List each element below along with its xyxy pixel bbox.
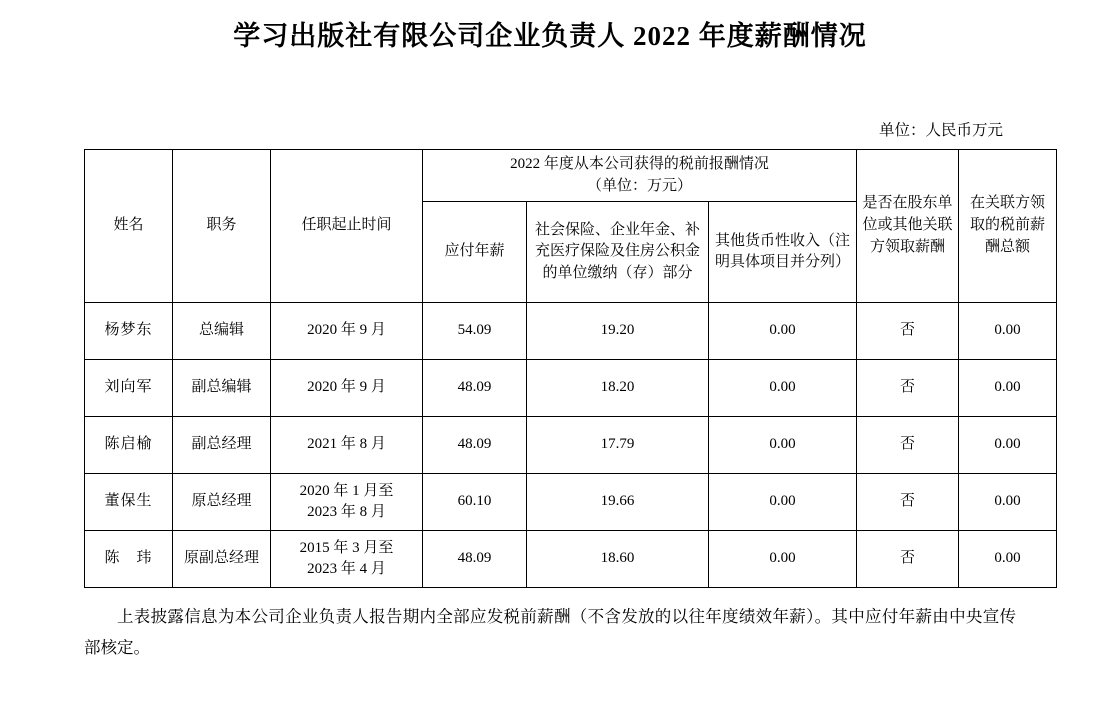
cell-term-line1: 2020 年 1 月至 xyxy=(299,482,394,499)
cell-insurance: 17.79 xyxy=(527,417,709,474)
cell-payable-salary: 48.09 xyxy=(423,417,527,474)
cell-position: 副总编辑 xyxy=(173,360,271,417)
cell-from-shareholder: 否 xyxy=(857,474,959,531)
unit-note: 单位：人民币万元 xyxy=(878,121,1003,139)
cell-related-total: 0.00 xyxy=(959,417,1057,474)
cell-related-total: 0.00 xyxy=(959,474,1057,531)
table-row xyxy=(85,360,1057,417)
cell-term xyxy=(271,531,423,588)
cell-position: 总编辑 xyxy=(173,303,271,360)
document-page xyxy=(0,18,1100,725)
cell-term xyxy=(271,474,423,531)
header-other-income: 其他货币性收入（注明具体项目并分列） xyxy=(709,202,857,303)
cell-position: 原总经理 xyxy=(173,474,271,531)
cell-payable-salary: 48.09 xyxy=(423,360,527,417)
table-row xyxy=(85,303,1057,360)
cell-name: 董保生 xyxy=(85,474,173,531)
table-row xyxy=(85,531,1057,588)
header-pretax-group-line1: 2022 年度从本公司获得的税前报酬情况 xyxy=(510,155,769,172)
cell-insurance: 18.20 xyxy=(527,360,709,417)
cell-other-income: 0.00 xyxy=(709,360,857,417)
cell-term: 2020 年 9 月 xyxy=(271,360,423,417)
header-insurance: 社会保险、企业年金、补充医疗保险及住房公积金的单位缴纳（存）部分 xyxy=(527,202,709,303)
cell-name: 刘向军 xyxy=(85,360,173,417)
table-header xyxy=(85,149,1057,303)
page-title: 学习出版社有限公司企业负责人 2022 年度薪酬情况 xyxy=(233,21,867,51)
header-name: 姓名 xyxy=(85,149,173,303)
cell-term: 2021 年 8 月 xyxy=(271,417,423,474)
header-row-1 xyxy=(85,149,1057,202)
header-term: 任职起止时间 xyxy=(271,149,423,303)
header-payable-salary: 应付年薪 xyxy=(423,202,527,303)
cell-other-income: 0.00 xyxy=(709,417,857,474)
table-body xyxy=(85,303,1057,588)
cell-related-total: 0.00 xyxy=(959,531,1057,588)
cell-payable-salary: 54.09 xyxy=(423,303,527,360)
salary-table xyxy=(84,149,1057,589)
table-row xyxy=(85,417,1057,474)
cell-payable-salary: 60.10 xyxy=(423,474,527,531)
table-row xyxy=(85,474,1057,531)
header-pretax-group-line2: （单位：万元） xyxy=(586,177,692,194)
cell-name: 杨梦东 xyxy=(85,303,173,360)
header-position: 职务 xyxy=(173,149,271,303)
cell-related-total: 0.00 xyxy=(959,360,1057,417)
cell-insurance: 19.20 xyxy=(527,303,709,360)
header-from-shareholder: 是否在股东单位或其他关联方领取薪酬 xyxy=(857,149,959,303)
cell-term: 2020 年 9 月 xyxy=(271,303,423,360)
salary-table-container xyxy=(84,149,1045,589)
cell-payable-salary: 48.09 xyxy=(423,531,527,588)
cell-other-income: 0.00 xyxy=(709,303,857,360)
cell-from-shareholder: 否 xyxy=(857,360,959,417)
cell-other-income: 0.00 xyxy=(709,474,857,531)
cell-position: 副总经理 xyxy=(173,417,271,474)
cell-other-income: 0.00 xyxy=(709,531,857,588)
cell-term-line1: 2015 年 3 月至 xyxy=(299,539,394,556)
cell-from-shareholder: 否 xyxy=(857,531,959,588)
cell-name: 陈 玮 xyxy=(85,531,173,588)
cell-name: 陈启榆 xyxy=(85,417,173,474)
cell-insurance: 19.66 xyxy=(527,474,709,531)
header-pretax-group xyxy=(423,149,857,202)
cell-position: 原副总经理 xyxy=(173,531,271,588)
header-related-total: 在关联方领取的税前薪酬总额 xyxy=(959,149,1057,303)
cell-insurance: 18.60 xyxy=(527,531,709,588)
footnote: 上表披露信息为本公司企业负责人报告期内全部应发税前薪酬（不含发放的以往年度绩效年薪）。其中应付年薪由中央宣传部核定。 xyxy=(84,607,1016,657)
cell-related-total: 0.00 xyxy=(959,303,1057,360)
cell-from-shareholder: 否 xyxy=(857,417,959,474)
cell-from-shareholder: 否 xyxy=(857,303,959,360)
cell-term-line2: 2023 年 4 月 xyxy=(307,561,386,578)
cell-term-line2: 2023 年 8 月 xyxy=(307,504,386,521)
